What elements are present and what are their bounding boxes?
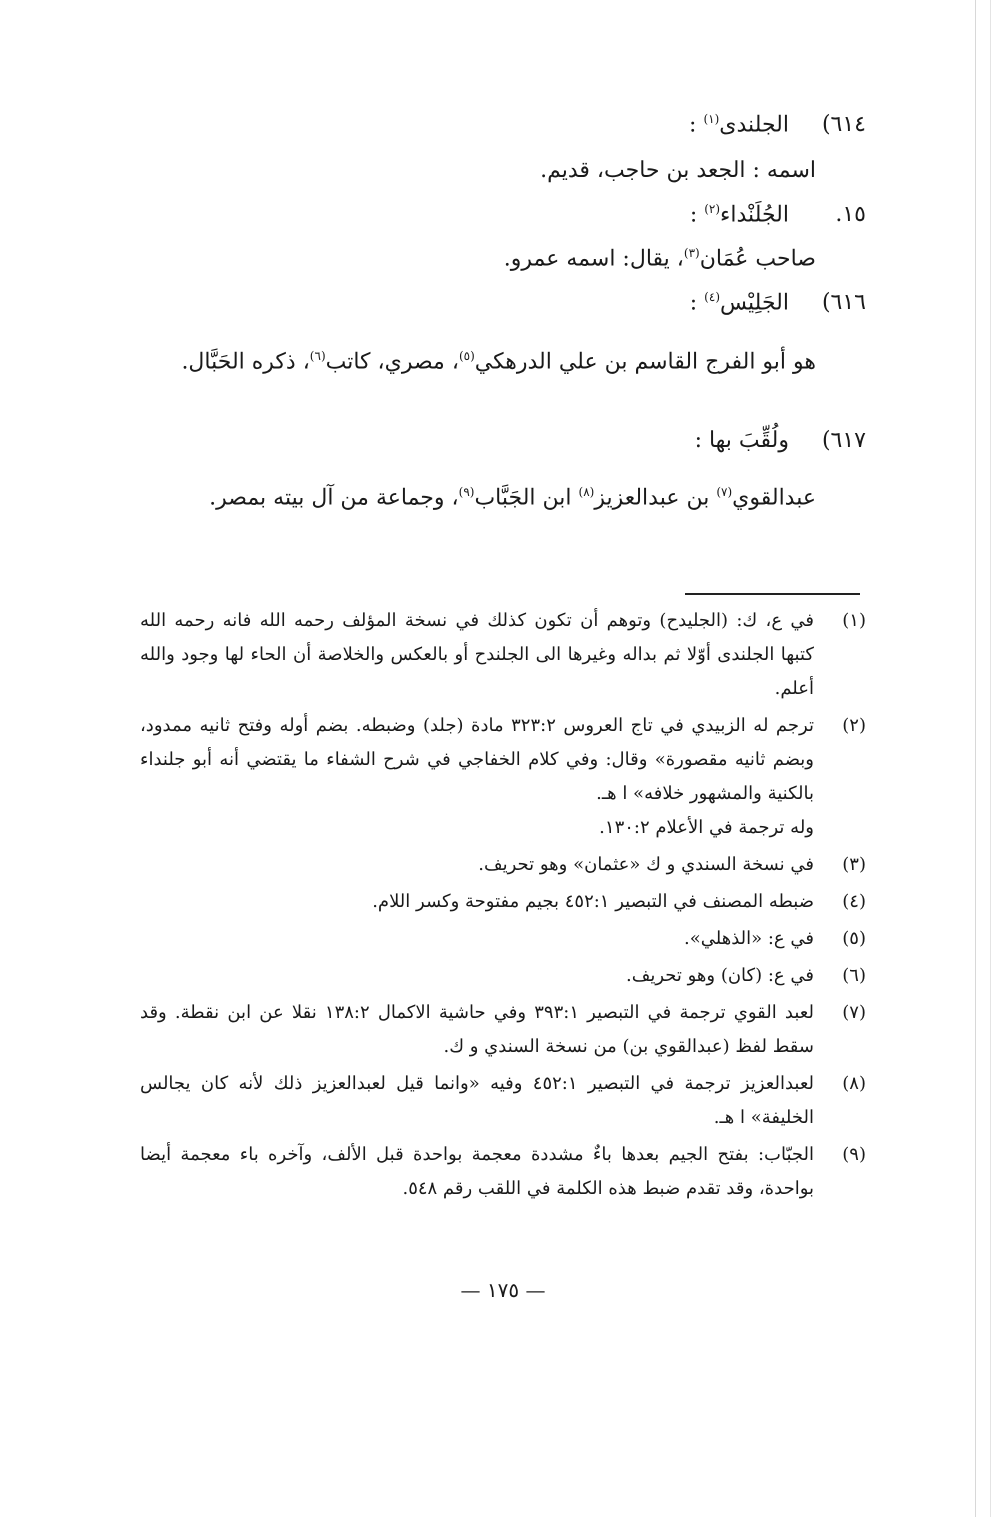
entry-616-body: هو أبو الفرج القاسم بن علي الدرهكي$^{(٥)}$، مصري، كاتب$^{(٦)}$، ذكره الحَبَّال. xyxy=(181,349,816,375)
footnote xyxy=(140,1067,866,1135)
footnote-text: ترجم له الزبيدي في تاج العروس ٣٢٣:٢ مادة (جلد) وضبطه. بضم أوله وفتح ثانيه ممدود، وبضم ثانيه مقصورة» وقال: وفي كلام الخفاجي في شرح الشفاء ما يقتضي أنه أبو جلنداء بالكنية والمشهور خلافه» ا هـ. xyxy=(140,715,814,804)
entry-616-heading: ٦١٦) الجَلِيْس$^{(٤)}$ : xyxy=(689,290,866,316)
footnote-text: ضبطه المصنف في التبصير ٤٥٢:١ بجيم مفتوحة وكسر اللام. xyxy=(372,891,814,912)
entry-617-body: عبدالقوي$^{(٧)}$ بن عبدالعزيز$^{(٨)}$ ابن الجَبَّاب$^{(٩)}$، وجماعة من آل بيته بمصر. xyxy=(209,485,816,511)
entry-615-heading: ١٥. الجُلَنْداء$^{(٢)}$ : xyxy=(689,202,866,228)
entry-number: ٦١٤) xyxy=(821,112,866,138)
footnote xyxy=(140,1138,866,1206)
footnote-text: في ع: «الذهلي». xyxy=(684,928,814,949)
entry-title: الجلندى xyxy=(719,112,789,138)
footnote-separator xyxy=(685,593,860,595)
entry-number: ٦١٦) xyxy=(821,290,866,316)
footnote-number: (٢) xyxy=(842,715,866,736)
footnote-text: وله ترجمة في الأعلام ١٣٠:٢. xyxy=(599,817,814,838)
footnotes xyxy=(140,604,866,1209)
entry-title: الجُلَنْداء xyxy=(720,202,789,228)
footnote-number: (٧) xyxy=(842,1002,866,1023)
footnote-text: لعبدالعزيز ترجمة في التبصير ٤٥٢:١ وفيه «وانما قيل لعبدالعزيز ذلك لأنه كان يجالس الخليفة» ا هـ. xyxy=(140,1073,815,1128)
page-number: — ١٧٥ — xyxy=(460,1278,546,1302)
entry-number: ١٥. xyxy=(835,202,866,228)
footnote-number: (١) xyxy=(842,610,866,631)
footnote-number: (٨) xyxy=(842,1073,866,1094)
footnote-text: في ع، ك: (الجليدح) وتوهم أن تكون كذلك في نسخة المؤلف رحمه الله فانه رحمه الله كتبها الجلندى أوّلا ثم بداله وغيرها الى الجلندح أو بالعكس والخلاصة أن الحاء لها وجود والله أعلم. xyxy=(140,610,814,699)
entry-615-body: صاحب عُمَان$^{(٣)}$، يقال: اسمه عمرو. xyxy=(503,246,816,272)
footnote-number: (٣) xyxy=(842,854,866,875)
footnote-number: (٦) xyxy=(842,965,866,986)
footnote-ref: (١) xyxy=(703,112,720,126)
entry-614-heading: ٦١٤) الجلندى$^{(١)}$ : xyxy=(689,112,866,138)
footnote-number: (٩) xyxy=(842,1144,866,1165)
footnote-text: الجبّاب: بفتح الجيم بعدها باءٌ مشددة معجمة بواحدة قبل الألف، وآخره باء معجمة أيضا بواحدة، وقد تقدم ضبط هذه الكلمة في اللقب رقم ٥٤٨. xyxy=(140,1144,814,1199)
footnote-ref: (٧) xyxy=(716,485,733,499)
footnote xyxy=(140,709,866,845)
entry-title: الجَلِيْس xyxy=(720,290,789,316)
footnote xyxy=(140,848,866,882)
footnote xyxy=(140,604,866,706)
footnote-text: في نسخة السندي و ك «عثمان» وهو تحريف. xyxy=(478,854,814,875)
footnote-number: (٥) xyxy=(842,928,866,949)
footnote-text: في ع: (كان) وهو تحريف. xyxy=(625,965,814,986)
entry-617-heading xyxy=(695,428,866,453)
footnote-ref: (٢) xyxy=(704,202,721,216)
footnote xyxy=(140,922,866,956)
footnote-ref: (٤) xyxy=(704,290,720,304)
footnote-ref: (٣) xyxy=(683,246,700,260)
footnote-text: لعبد القوي ترجمة في التبصير ٣٩٣:١ وفي حاشية الاكمال ١٣٨:٢ نقلا عن ابن نقطة. وقد سقط لفظ (عبدالقوي بن) من نسخة السندي و ك. xyxy=(140,1002,814,1057)
entry-614-body: اسمه : الجعد بن حاجب، قديم. xyxy=(540,158,816,183)
footnote xyxy=(140,996,866,1064)
footnote xyxy=(140,959,866,993)
footnote xyxy=(140,885,866,919)
footnote-ref: (٨) xyxy=(578,485,595,499)
entry-number: ٦١٧) xyxy=(821,428,866,453)
footnote-number: (٤) xyxy=(842,891,866,912)
entry-title: ولُقِّبَ بها : xyxy=(694,428,789,453)
footnote-ref: (٩) xyxy=(458,485,475,499)
footnote-ref: (٦) xyxy=(309,349,326,363)
footnote-ref: (٥) xyxy=(458,349,475,363)
